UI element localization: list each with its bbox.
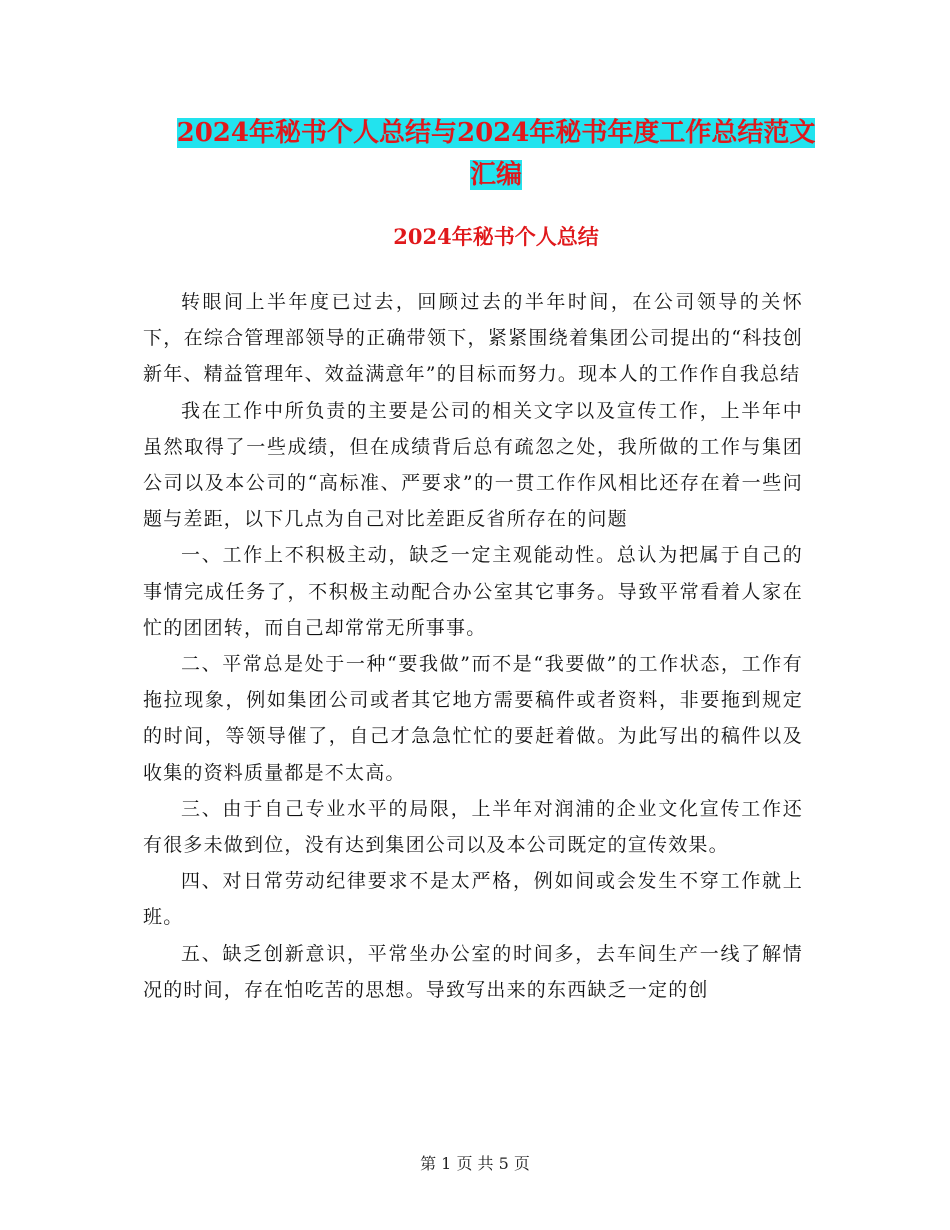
body-paragraph: 四、对日常劳动纪律要求不是太严格，例如间或会发生不穿工作就上班。 [143, 870, 803, 929]
body-paragraph: 二、平常总是处于一种“要我做”而不是“我要做”的工作状态，工作有拖拉现象，例如集团公司或者其它地方需要稿件或者资料，非要拖到规定的时间，等领导催了，自己才急急忙忙的要赶着做。为此写出的稿件以及收集的资料质量都是不太高。 [143, 653, 803, 784]
body-paragraph: 一、工作上不积极主动，缺乏一定主观能动性。总认为把属于自己的事情完成任务了，不积极主动配合办公室其它事务。导致平常看着人家在忙的团团转，而自己却常常无所事事。 [143, 544, 803, 639]
document-title [140, 112, 852, 196]
document-body [143, 284, 803, 1008]
body-paragraph: 我在工作中所负责的主要是公司的相关文字以及宣传工作，上半年中虽然取得了一些成绩，但在成绩背后总有疏忽之处，我所做的工作与集团公司以及本公司的“高标准、严要求”的一贯工作作风相比还存在着一些问题与差距，以下几点为自己对比差距反省所存在的问题 [143, 399, 803, 531]
body-paragraph: 转眼间上半年度已过去，回顾过去的半年时间，在公司领导的关怀下，在综合管理部领导的正确带领下，紧紧围绕着集团公司提出的“科技创新年、精益管理年、效益满意年”的目标而努力。现本人的工作作自我总结 [143, 291, 803, 386]
document-title-line-2: 汇编 [469, 160, 522, 190]
body-paragraph: 五、缺乏创新意识，平常坐办公室的时间多，去车间生产一线了解情况的时间，存在怕吃苦的思想。导致写出来的东西缺乏一定的创 [143, 942, 803, 1001]
body-paragraph: 三、由于自己专业水平的局限，上半年对润浦的企业文化宣传工作还有很多未做到位，没有达到集团公司以及本公司既定的宣传效果。 [143, 797, 803, 857]
page-footer: 第 1 页 共 5 页 [420, 1154, 530, 1173]
section-title: 2024年秘书个人总结 [393, 224, 599, 249]
document-title-line-1: 2024年秘书个人总结与2024年秘书年度工作总结范文 [176, 118, 816, 148]
